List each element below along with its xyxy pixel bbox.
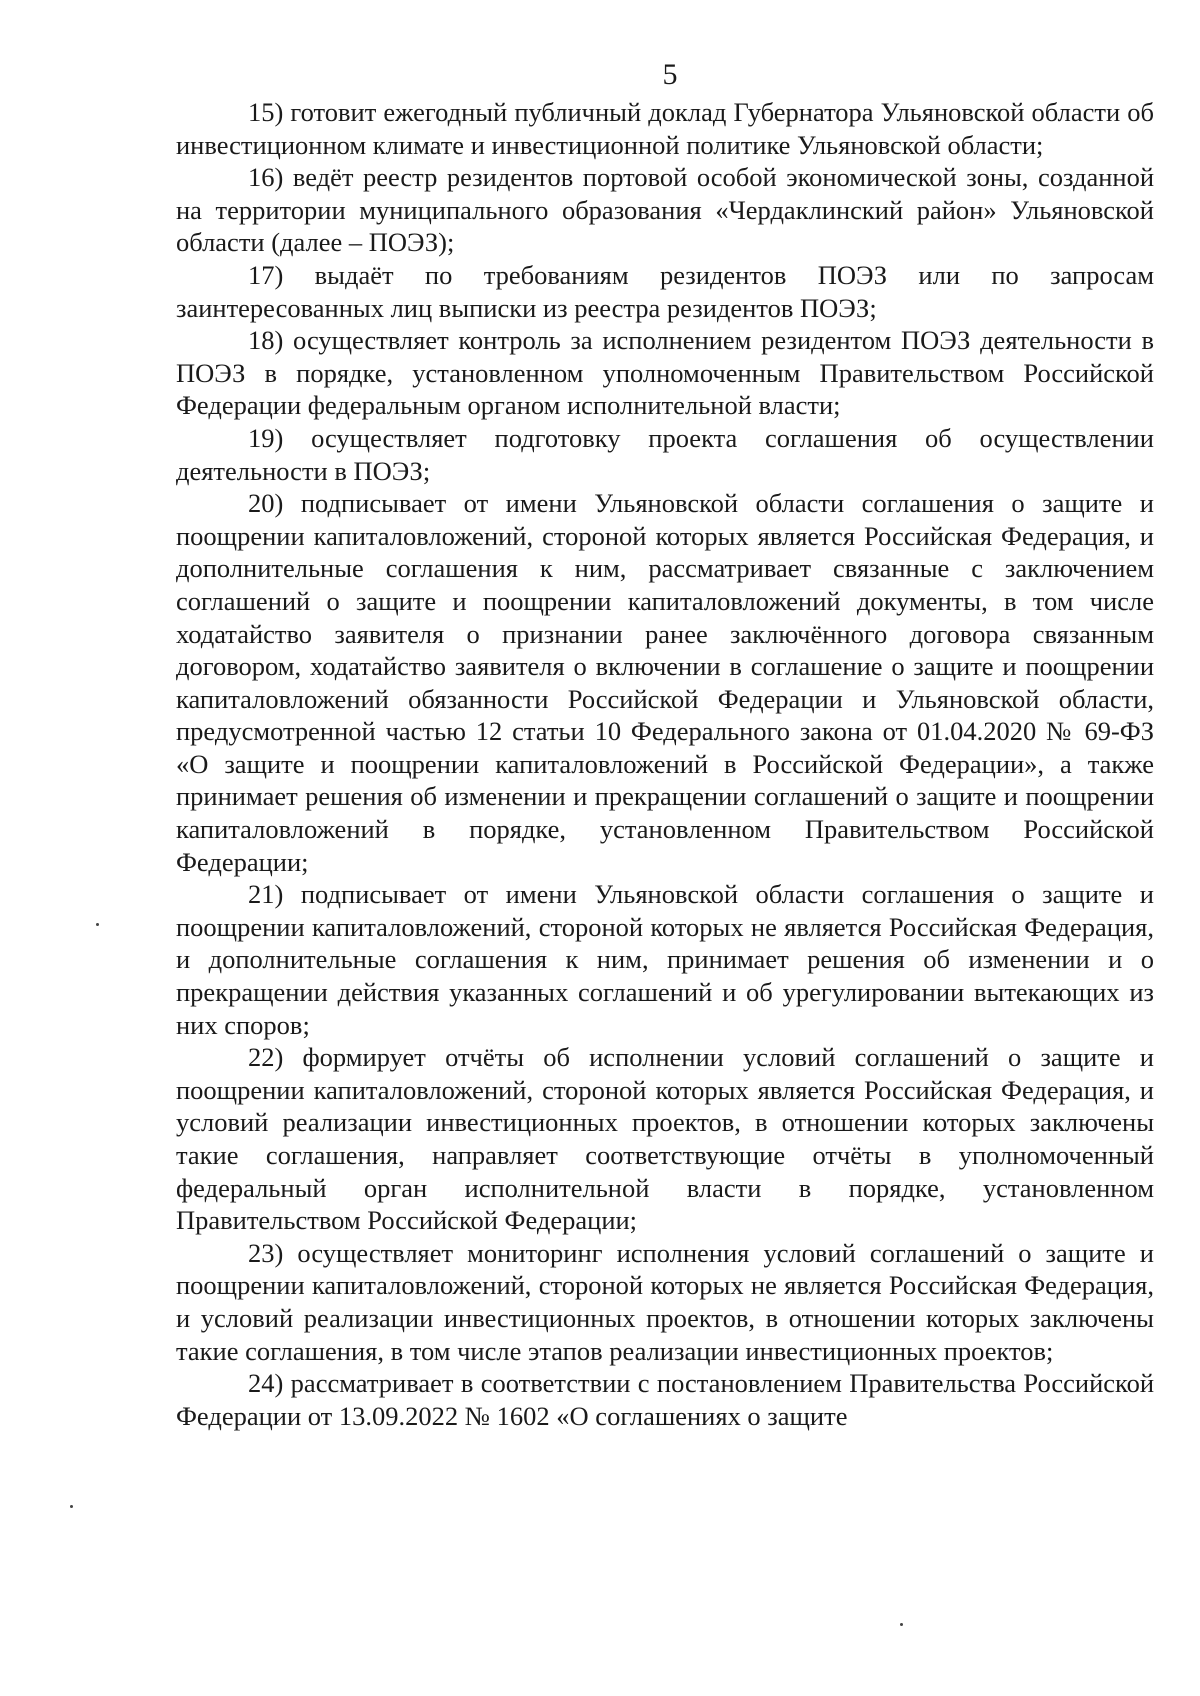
paragraph-20: 20) подписывает от имени Ульяновской области соглашения о защите и поощрении капиталовложений, стороной которых является Российская Федерация, и дополнительные соглашения к ним, рассматривает связанные с заключением соглашений о защите и поощрении капиталовложений документы, в том числе ходатайство заявителя о признании ранее заключённого договора связанным договором, ходатайство заявителя о включении в соглашение о защите и поощрении капиталовложений обязанности Российской Федерации и Ульяновской области, предусмотренной частью 12 статьи 10 Федерального закона от 01.04.2020 № 69-ФЗ «О защите и поощрении капиталовложений в Российской Федерации», а также принимает решения об изменении и прекращении соглашений о защите и поощрении капиталовложений в порядке, установленном Правительством Российской Федерации; <box>176 488 1154 877</box>
scan-speck <box>70 1505 73 1508</box>
paragraph-22: 22) формирует отчёты об исполнении условий соглашений о защите и поощрении капиталовложений, стороной которых является Российская Федерация, и условий реализации инвестиционных проектов, в отношении которых заключены такие соглашения, направляет соответствующие отчёты в уполномоченный федеральный орган исполнительной власти в порядке, установленном Правительством Российской Федерации; <box>176 1042 1154 1236</box>
document-body <box>176 96 1154 1432</box>
paragraph-24: 24) рассматривает в соответствии с постановлением Правительства Российской Федерации от 13.09.2022 № 1602 «О соглашениях о защите <box>176 1368 1154 1431</box>
paragraph-23: 23) осуществляет мониторинг исполнения условий соглашений о защите и поощрении капиталовложений, стороной которых не является Российская Федерация, и условий реализации инвестиционных проектов, в отношении которых заключены такие соглашения, в том числе этапов реализации инвестиционных проектов; <box>176 1237 1154 1366</box>
paragraph-16: 16) ведёт реестр резидентов портовой особой экономической зоны, созданной на территории муниципального образования «Чердаклинский район» Ульяновской области (далее – ПОЭЗ); <box>176 162 1154 258</box>
paragraph-15: 15) готовит ежегодный публичный доклад Губернатора Ульяновской области об инвестиционном климате и инвестиционной политике Ульяновской области; <box>176 97 1154 160</box>
scan-speck <box>900 1623 903 1626</box>
page-number: 5 <box>662 58 678 91</box>
paragraph-21: 21) подписывает от имени Ульяновской области соглашения о защите и поощрении капиталовложений, стороной которых не является Российская Федерация, и дополнительные соглашения к ним, принимает решения об изменении и о прекращении действия указанных соглашений и об урегулировании вытекающих из них споров; <box>176 879 1154 1040</box>
paragraph-18: 18) осуществляет контроль за исполнением резидентом ПОЭЗ деятельности в ПОЭЗ в порядке, установленном уполномоченным Правительством Российской Федерации федеральным органом исполнительной власти; <box>176 325 1154 421</box>
paragraph-19: 19) осуществляет подготовку проекта соглашения об осуществлении деятельности в ПОЭЗ; <box>176 422 1154 486</box>
scan-speck <box>96 923 99 926</box>
paragraph-17: 17) выдаёт по требованиям резидентов ПОЭЗ или по запросам заинтересованных лиц выписки из реестра резидентов ПОЭЗ; <box>176 259 1154 323</box>
